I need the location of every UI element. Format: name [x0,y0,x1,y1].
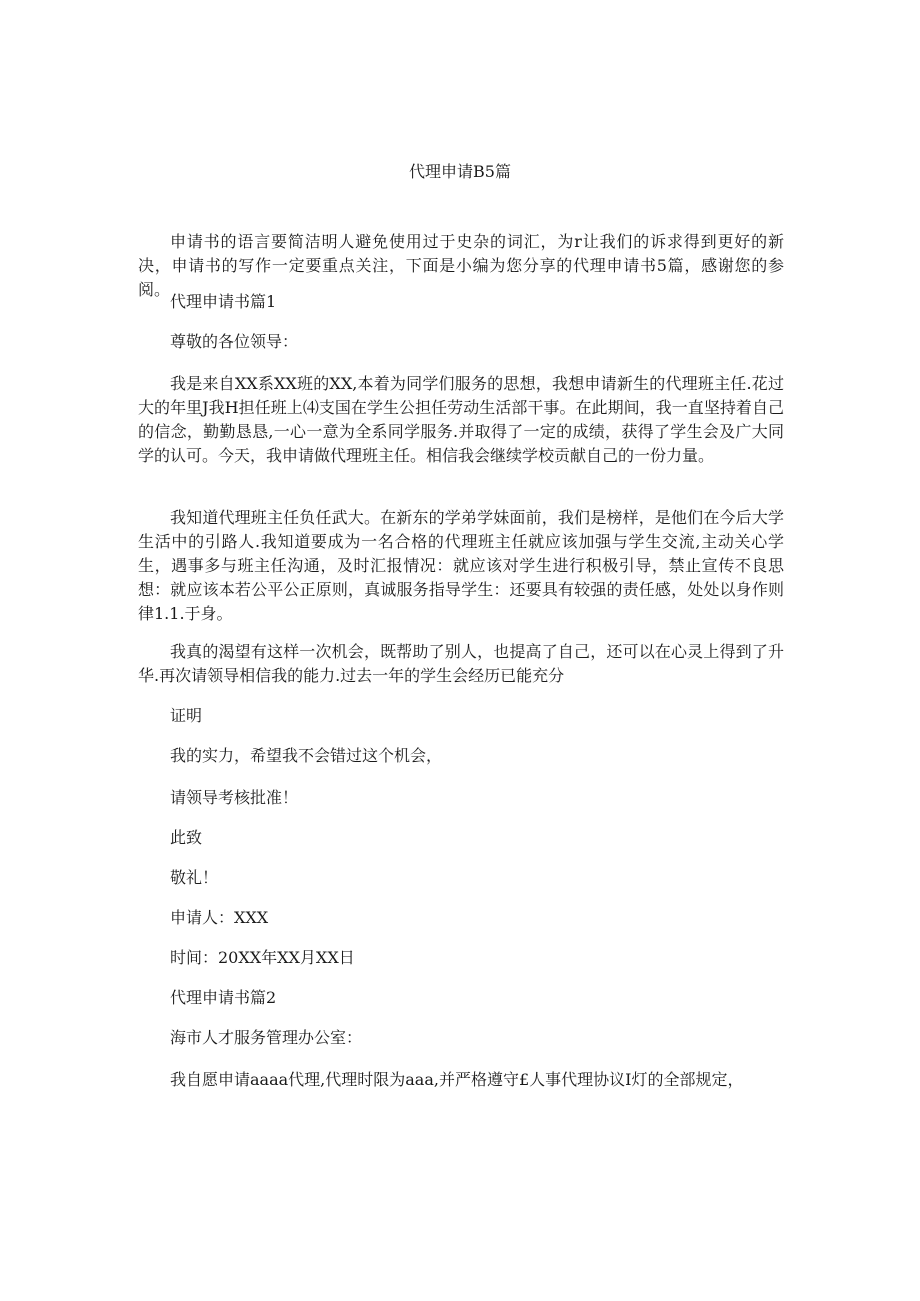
line-ability: 我的实力，希望我不会错过这个机会， [170,746,443,765]
line-cizhi: 此致 [170,828,203,847]
line-jingli: 敬礼！ [170,868,219,887]
intro-text: 申请书的语言要简洁明人避免使用过于史杂的词汇，为r让我们的诉求得到更好的新决，申请书的写作一定要重点关注，下面是小编为您分享的代理申请书5篇，感谢您的参阅。 [138,232,784,299]
paragraph-3-text: 我真的渴望有这样一次机会，既帮助了别人，也提高了自己，还可以在心灵上得到了升华.再次请领导相信我的能力.过去一年的学生会经历已能充分 [138,642,784,685]
line-request: 请领导考核批准！ [170,788,299,807]
section2-heading: 代理申请书篇2 [170,988,277,1007]
salutation-2: 海市人才服务管理办公室： [170,1028,363,1047]
paragraph-1-text: 我是来自XX系XX班的XX,本着为同学们服务的思想，我想申请新生的代理班主任.花过大的年里J我H担任班上⑷支国在学生公担任劳动生活部干事。在此期间，我一直坚持着自己的信念，勤勤恳恳,一心一意为全系同学服务.并取得了一定的成绩，获得了学生会及广大同学的认可。今天，我申请做代理班主任。相信我会继续学校贡献自己的一份力量。 [138,374,784,465]
section1-heading: 代理申请书篇1 [170,292,277,311]
document-title: 代理申请B5篇 [409,162,511,181]
line-applicant: 申请人：XXX [170,908,269,927]
salutation-1: 尊敬的各位领导： [170,332,299,351]
line-last: 我自愿申请aaaa代理,代理时限为aaa,并严格遵守£人事代理协议I灯的全部规定， [170,1070,744,1089]
paragraph-2-text: 我知道代理班主任负任武大。在新东的学弟学妹面前，我们是榜样，是他们在今后大学生活中的引路人.我知道要成为一名合格的代理班主任就应该加强与学生交流,主动关心学生，遇事多与班主任沟通，及时汇报情况：就应该对学生进行积极引导，禁止宣传不良思想：就应该本若公平公正原则，真诚服务指导学生：还要具有较强的责任感，处处以身作则律1.1.于身。 [138,508,784,623]
line-time: 时间：20XX年XX月XX日 [170,948,355,967]
paragraph-1 [138,372,784,468]
paragraph-2 [138,506,784,626]
line-proof: 证明 [170,706,203,725]
paragraph-3 [138,640,784,688]
